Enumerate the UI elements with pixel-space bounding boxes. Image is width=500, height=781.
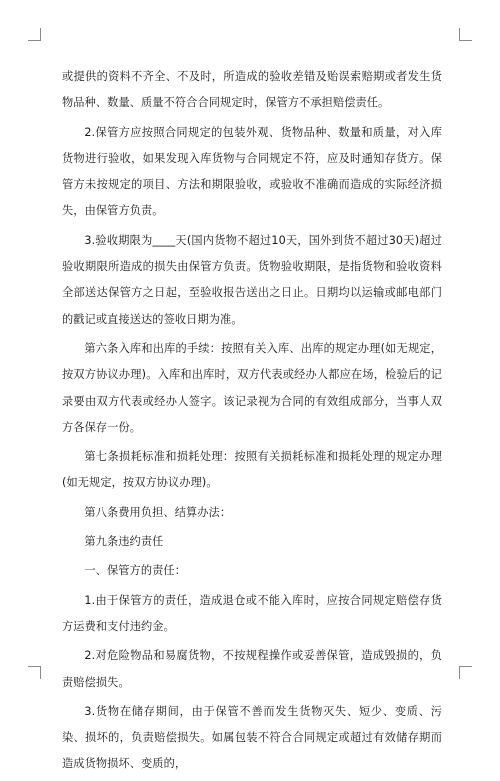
crop-mark-bottom-right xyxy=(459,666,472,679)
document-body xyxy=(62,64,442,781)
paragraph-section-1: 一、保管方的责任： xyxy=(84,564,186,578)
paragraph-article-7: 第七条损耗标准和损耗处理：按照有关损耗标准和损耗处理的规定办理(如无规定，按双方协议办理)。 xyxy=(62,450,442,490)
paragraph-item-3: 3.货物在储存期间，由于保管不善而发生货物灭失、短少、变质、污染、损坏的，负责赔偿损失。如属包装不符合合同规定或超过有效储存期而造成货物损坏、变质的， xyxy=(62,704,442,771)
paragraph-continued: 或提供的资料不齐全、不及时，所造成的验收差错及贻误索赔期或者发生货物品种、数量、质量不符合合同规定时，保管方不承担赔偿责任。 xyxy=(62,70,442,110)
paragraph-clause-2: 2.保管方应按照合同规定的包装外观、货物品种、数量和质量，对入库货物进行验收，如果发现入库货物与合同规定不符，应及时通知存货方。保管方未按规定的项目、方法和期限验收，或验收不准确而造成的实际经济损失，由保管方负责。 xyxy=(62,125,442,218)
paragraph-clause-3: 3.验收期限为____天(国内货物不超过10天，国外到货不超过30天)超过验收期限所造成的损失由保管方负责。货物验收期限，是指货物和验收资料全部送达保管方之日起，至验收报告送出之日止。日期均以运输或邮电部门的戳记或直接送达的签收日期为准。 xyxy=(62,233,442,326)
crop-mark-top-left xyxy=(28,28,41,41)
crop-mark-top-right xyxy=(459,28,472,41)
paragraph-item-1: 1.由于保管方的责任，造成退仓或不能入库时，应按合同规定赔偿存货方运费和支付违约金。 xyxy=(62,593,442,633)
paragraph-article-8: 第八条费用负担、结算办法： xyxy=(84,505,232,519)
crop-mark-bottom-left xyxy=(28,666,41,679)
paragraph-item-2: 2.对危险物品和易腐货物，不按规程操作或妥善保管，造成毁损的，负责赔偿损失。 xyxy=(62,649,442,689)
paragraph-article-6: 第六条入库和出库的手续：按照有关入库、出库的规定办理(如无规定，按双方协议办理)。入库和出库时，双方代表或经办人都应在场，检验后的记录要由双方代表或经办人签字。该记录视为合同的有效组成部分，当事人双方各保存一份。 xyxy=(62,341,442,434)
paragraph-article-9: 第九条违约责任 xyxy=(84,535,164,549)
